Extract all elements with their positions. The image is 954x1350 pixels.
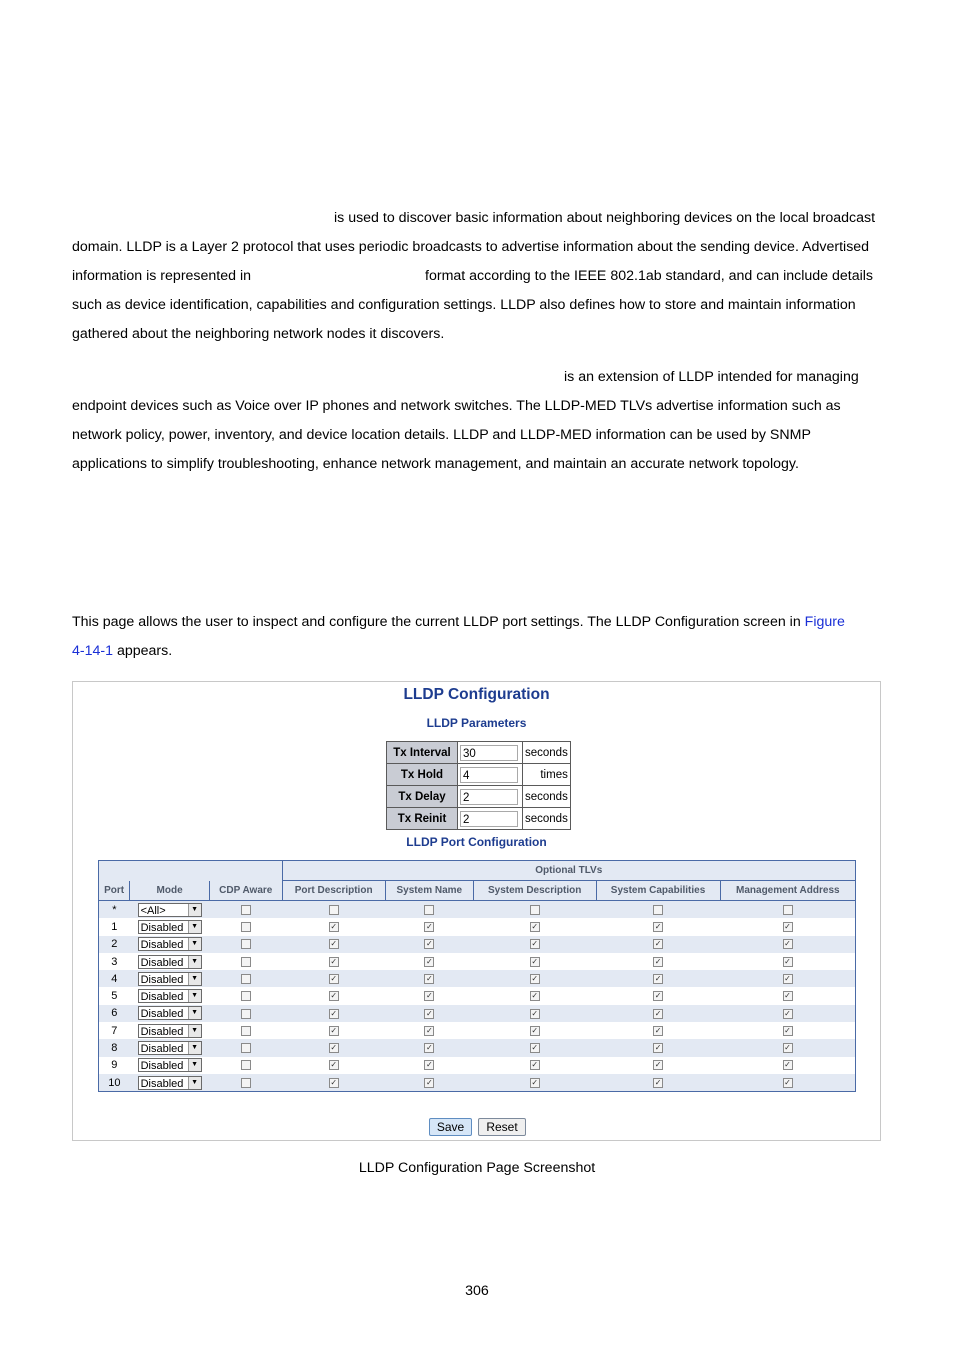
- tlv-cell: [473, 901, 596, 919]
- mode-cell: [130, 1022, 210, 1039]
- column-header: Management Address: [720, 881, 855, 901]
- tlv-cell: [473, 1005, 596, 1022]
- chevron-down-icon: ▼: [188, 990, 201, 1002]
- cdp-aware-checkbox[interactable]: [241, 991, 251, 1001]
- tlv-checkbox[interactable]: ✓: [425, 1077, 433, 1087]
- tlv-checkbox[interactable]: ✓: [784, 956, 791, 966]
- table-row: [99, 901, 856, 919]
- port-number: 10: [99, 1074, 130, 1092]
- tlv-cell: [385, 1005, 473, 1022]
- cdp-aware-cell: [209, 970, 282, 987]
- table-row: [99, 1074, 856, 1092]
- param-label: Tx Hold: [387, 764, 458, 786]
- table-row: [99, 953, 856, 970]
- mode-value: Disabled: [140, 1077, 184, 1090]
- cdp-aware-cell: [209, 987, 282, 1004]
- tlv-cell: [596, 953, 720, 970]
- figure-number-link[interactable]: 4-14-1: [72, 643, 114, 659]
- mode-cell: [130, 987, 210, 1004]
- tlv-cell: [282, 1074, 385, 1092]
- intro-paragraph-3: [72, 608, 884, 666]
- tlv-checkbox[interactable]: ✓: [330, 922, 338, 932]
- port-table: [98, 860, 856, 1092]
- param-unit: seconds: [523, 742, 571, 764]
- tlv-cell: [720, 1074, 855, 1092]
- mode-value: Disabled: [140, 939, 184, 952]
- port-config-heading: LLDP Port Configuration: [406, 835, 547, 849]
- tlv-cell: [282, 1057, 385, 1074]
- tlv-cell: [596, 1039, 720, 1056]
- tlv-checkbox[interactable]: ✓: [330, 1060, 338, 1070]
- tlv-cell: [720, 953, 855, 970]
- p1-line-1: is used to discover basic information about neighboring devices on the local broadcast: [334, 210, 876, 226]
- tlv-checkbox[interactable]: ✓: [784, 1008, 791, 1018]
- tlv-cell: [282, 987, 385, 1004]
- p3-line-2: [72, 637, 884, 666]
- mode-select[interactable]: [138, 1024, 202, 1038]
- chevron-down-icon: ▼: [188, 938, 201, 950]
- cdp-aware-checkbox[interactable]: [241, 1043, 251, 1053]
- param-label: Tx Interval: [387, 742, 458, 764]
- tlv-checkbox[interactable]: [424, 905, 434, 915]
- header-blank: [99, 861, 283, 881]
- tlv-checkbox[interactable]: ✓: [330, 1077, 338, 1087]
- tlv-checkbox[interactable]: [329, 905, 339, 915]
- cdp-aware-cell: [209, 1057, 282, 1074]
- tlv-cell: [385, 953, 473, 970]
- mode-cell: [130, 1005, 210, 1022]
- tlv-cell: [473, 1074, 596, 1092]
- tlv-checkbox[interactable]: ✓: [425, 973, 433, 983]
- tlv-cell: [720, 936, 855, 953]
- mode-value: Disabled: [140, 956, 184, 969]
- params-heading: LLDP Parameters: [426, 716, 527, 730]
- mode-value: Disabled: [140, 921, 184, 934]
- tlv-cell: [282, 936, 385, 953]
- mode-select[interactable]: [138, 972, 202, 986]
- tlv-checkbox[interactable]: ✓: [425, 956, 433, 966]
- tlv-checkbox[interactable]: ✓: [784, 1025, 791, 1035]
- intro-paragraph-1: [72, 204, 884, 349]
- mode-value: <All>: [140, 904, 166, 917]
- tlv-cell: [473, 936, 596, 953]
- tlv-checkbox[interactable]: ✓: [531, 1060, 539, 1070]
- cdp-aware-checkbox[interactable]: [241, 1009, 251, 1019]
- tlv-cell: [282, 970, 385, 987]
- param-input[interactable]: 2: [460, 789, 518, 805]
- tlv-cell: [596, 1022, 720, 1039]
- port-number: 1: [111, 920, 118, 933]
- tlv-cell: [385, 1039, 473, 1056]
- tlv-checkbox[interactable]: ✓: [784, 1060, 791, 1070]
- tlv-checkbox[interactable]: ✓: [330, 991, 338, 1001]
- p1-line-4: such as device identification, capabilities and configuration settings. LLDP also defines how to store and maintain information: [72, 297, 856, 313]
- intro-paragraph-2: [72, 363, 884, 479]
- port-number: 5: [111, 990, 118, 1003]
- tlv-checkbox[interactable]: ✓: [654, 939, 662, 949]
- tlv-checkbox[interactable]: ✓: [784, 922, 791, 932]
- column-header: Mode: [130, 881, 210, 901]
- tlv-cell: [385, 1057, 473, 1074]
- tlv-checkbox[interactable]: ✓: [784, 973, 791, 983]
- tlv-cell: [385, 987, 473, 1004]
- tlv-cell: [720, 970, 855, 987]
- tlv-checkbox[interactable]: ✓: [330, 1025, 338, 1035]
- cdp-aware-checkbox[interactable]: [241, 974, 251, 984]
- tlv-cell: [596, 918, 720, 935]
- tlv-cell: [282, 901, 385, 919]
- tlv-checkbox[interactable]: ✓: [330, 939, 338, 949]
- mode-select[interactable]: [138, 937, 202, 951]
- tlv-checkbox[interactable]: ✓: [654, 956, 662, 966]
- p1-line-2: domain. LLDP is a Layer 2 protocol that uses periodic broadcasts to advertise information about the sending device. Advertised: [72, 239, 870, 255]
- tlv-cell: [385, 1074, 473, 1092]
- mode-select[interactable]: [138, 903, 202, 917]
- tlv-cell: [720, 987, 855, 1004]
- cdp-aware-cell: [209, 1039, 282, 1056]
- tlv-checkbox[interactable]: ✓: [425, 939, 433, 949]
- tlv-checkbox[interactable]: ✓: [425, 1025, 433, 1035]
- tlv-checkbox[interactable]: ✓: [330, 1043, 338, 1053]
- mode-select[interactable]: [138, 989, 202, 1003]
- mode-select[interactable]: [138, 920, 202, 934]
- param-input-cell: [458, 742, 523, 764]
- cdp-aware-cell: [209, 1005, 282, 1022]
- tlv-cell: [473, 918, 596, 935]
- p1-line-5: gathered about the neighboring network nodes it discovers.: [72, 326, 445, 342]
- param-unit: seconds: [523, 786, 571, 808]
- tlv-cell: [282, 918, 385, 935]
- cdp-aware-checkbox[interactable]: [241, 1060, 251, 1070]
- chevron-down-icon: ▼: [188, 973, 201, 985]
- tlv-checkbox[interactable]: ✓: [531, 1008, 539, 1018]
- tlv-checkbox[interactable]: ✓: [531, 991, 539, 1001]
- column-header: Port Description: [282, 881, 385, 901]
- table-row: [99, 987, 856, 1004]
- tlv-checkbox[interactable]: ✓: [425, 1008, 433, 1018]
- cdp-aware-checkbox[interactable]: [241, 905, 251, 915]
- chevron-down-icon: ▼: [188, 1059, 201, 1071]
- tlv-cell: [385, 970, 473, 987]
- tlv-cell: [720, 901, 855, 919]
- tlv-cell: [720, 1005, 855, 1022]
- p2-line-1: is an extension of LLDP intended for managing: [564, 369, 859, 385]
- tlv-cell: [385, 1022, 473, 1039]
- cdp-aware-cell: [209, 918, 282, 935]
- cdp-aware-checkbox[interactable]: [241, 922, 251, 932]
- tlv-cell: [385, 918, 473, 935]
- tlv-checkbox[interactable]: ✓: [330, 1008, 338, 1018]
- tlv-checkbox[interactable]: [653, 905, 663, 915]
- tlv-checkbox[interactable]: ✓: [654, 1008, 662, 1018]
- mode-cell: [130, 1039, 210, 1056]
- tlv-cell: [473, 970, 596, 987]
- param-input[interactable]: 30: [460, 745, 518, 761]
- param-input[interactable]: 4: [460, 767, 518, 783]
- mode-cell: [130, 901, 210, 919]
- cdp-aware-cell: [209, 1074, 282, 1092]
- param-unit: times: [523, 764, 571, 786]
- tlv-cell: [596, 1074, 720, 1092]
- table-row: [99, 936, 856, 953]
- save-button[interactable]: Save: [429, 1118, 472, 1136]
- tlv-cell: [282, 953, 385, 970]
- mode-cell: [130, 1057, 210, 1074]
- chevron-down-icon: ▼: [188, 921, 201, 933]
- screenshot-frame: [72, 681, 881, 1141]
- p3-line-2-text: appears.: [116, 643, 173, 659]
- tlv-checkbox[interactable]: ✓: [654, 922, 662, 932]
- mode-cell: [130, 918, 210, 935]
- p1-line-3a: information is represented in: [72, 268, 252, 284]
- params-table: [386, 741, 571, 830]
- tlv-cell: [473, 1057, 596, 1074]
- param-input-cell: [458, 764, 523, 786]
- cdp-aware-checkbox[interactable]: [241, 957, 251, 967]
- param-row: [387, 764, 571, 786]
- tlv-checkbox[interactable]: ✓: [531, 922, 539, 932]
- port-number: 9: [111, 1059, 118, 1072]
- tlv-cell: [282, 1039, 385, 1056]
- chevron-down-icon: ▼: [188, 1077, 201, 1089]
- mode-cell: [130, 970, 210, 987]
- mode-select[interactable]: [138, 1006, 202, 1020]
- tlv-checkbox[interactable]: ✓: [654, 1060, 662, 1070]
- p2-line-4: applications to simplify troubleshooting, enhance network management, and maintain an accurate network topology.: [72, 456, 799, 472]
- tlv-cell: [720, 918, 855, 935]
- tlv-checkbox[interactable]: ✓: [654, 973, 662, 983]
- cdp-aware-checkbox[interactable]: [241, 939, 251, 949]
- port-number: 8: [99, 1039, 130, 1056]
- tlv-cell: [720, 1039, 855, 1056]
- param-unit: seconds: [523, 808, 571, 830]
- screen-title: LLDP Configuration: [403, 686, 550, 703]
- column-header: Port: [99, 881, 130, 901]
- port-number: 4: [99, 970, 130, 987]
- tlv-checkbox[interactable]: ✓: [654, 991, 662, 1001]
- table-row: [99, 918, 856, 935]
- mode-value: Disabled: [140, 1025, 184, 1038]
- tlv-checkbox[interactable]: ✓: [654, 1043, 662, 1053]
- tlv-checkbox[interactable]: ✓: [531, 1025, 539, 1035]
- figure-caption: LLDP Configuration Page Screenshot: [358, 1160, 596, 1176]
- port-number: 2: [99, 936, 130, 953]
- column-header: CDP Aware: [209, 881, 282, 901]
- mode-select[interactable]: [138, 955, 202, 969]
- mode-select[interactable]: [138, 1076, 202, 1090]
- cdp-aware-cell: [209, 953, 282, 970]
- tlv-checkbox[interactable]: ✓: [784, 939, 791, 949]
- tlv-cell: [596, 936, 720, 953]
- port-number: 6: [99, 1005, 130, 1022]
- chevron-down-icon: ▼: [188, 956, 201, 968]
- chevron-down-icon: ▼: [188, 1025, 201, 1037]
- p3-line-1-text: This page allows the user to inspect and configure the current LLDP port settings. The LLDP Configuration screen in: [72, 614, 801, 630]
- p2-line-3: network policy, power, inventory, and device location details. LLDP and LLDP-MED information can be used by SNMP: [72, 427, 811, 443]
- tlv-checkbox[interactable]: ✓: [654, 1025, 662, 1035]
- mode-value: Disabled: [140, 973, 184, 986]
- tlv-checkbox[interactable]: ✓: [531, 939, 539, 949]
- param-input-cell: [458, 808, 523, 830]
- param-row: [387, 786, 571, 808]
- table-row: [99, 1057, 856, 1074]
- optional-tlvs-header: Optional TLVs: [282, 861, 855, 881]
- reset-button[interactable]: Reset: [478, 1118, 526, 1136]
- table-row: [99, 1039, 856, 1056]
- column-header: System Description: [473, 881, 596, 901]
- param-input[interactable]: 2: [460, 811, 518, 827]
- tlv-checkbox[interactable]: ✓: [330, 956, 338, 966]
- tlv-cell: [282, 1022, 385, 1039]
- mode-select[interactable]: [138, 1058, 202, 1072]
- tlv-checkbox[interactable]: ✓: [531, 956, 539, 966]
- mode-value: Disabled: [140, 1008, 184, 1021]
- p3-line-1: [72, 608, 884, 637]
- mode-value: Disabled: [140, 1060, 184, 1073]
- mode-cell: [130, 936, 210, 953]
- tlv-cell: [596, 901, 720, 919]
- p2-line-2: endpoint devices such as Voice over IP phones and network switches. The LLDP-MED TLVs advertise information such as: [72, 398, 841, 414]
- tlv-checkbox[interactable]: ✓: [784, 991, 791, 1001]
- tlv-checkbox[interactable]: [530, 905, 540, 915]
- cdp-aware-cell: [209, 936, 282, 953]
- chevron-down-icon: ▼: [188, 1042, 201, 1054]
- table-row: [99, 970, 856, 987]
- mode-select[interactable]: [138, 1041, 202, 1055]
- mode-value: Disabled: [140, 991, 184, 1004]
- port-number: *: [99, 901, 130, 919]
- cdp-aware-cell: [209, 1022, 282, 1039]
- tlv-cell: [720, 1022, 855, 1039]
- tlv-checkbox[interactable]: ✓: [784, 1077, 791, 1087]
- tlv-checkbox[interactable]: ✓: [425, 991, 433, 1001]
- tlv-cell: [385, 901, 473, 919]
- mode-value: Disabled: [140, 1043, 184, 1056]
- p1-line-3: [72, 262, 884, 291]
- tlv-checkbox[interactable]: ✓: [330, 973, 338, 983]
- chevron-down-icon: ▼: [188, 904, 201, 916]
- tlv-cell: [473, 1039, 596, 1056]
- table-row: [99, 1005, 856, 1022]
- port-number: 7: [111, 1024, 118, 1037]
- page-number: 306: [465, 1283, 489, 1299]
- table-row: [99, 1022, 856, 1039]
- tlv-checkbox[interactable]: ✓: [654, 1077, 662, 1087]
- tlv-cell: [473, 1022, 596, 1039]
- tlv-checkbox[interactable]: ✓: [531, 1077, 539, 1087]
- tlv-checkbox[interactable]: ✓: [425, 922, 433, 932]
- tlv-cell: [473, 987, 596, 1004]
- tlv-checkbox[interactable]: ✓: [784, 1043, 791, 1053]
- tlv-checkbox[interactable]: ✓: [531, 973, 539, 983]
- tlv-checkbox[interactable]: ✓: [425, 1060, 433, 1070]
- tlv-checkbox[interactable]: [783, 905, 793, 915]
- tlv-cell: [596, 1057, 720, 1074]
- mode-cell: [130, 953, 210, 970]
- param-row: [387, 742, 571, 764]
- figure-link[interactable]: Figure: [804, 614, 845, 630]
- param-row: [387, 808, 571, 830]
- tlv-cell: [596, 987, 720, 1004]
- tlv-cell: [596, 970, 720, 987]
- tlv-cell: [282, 1005, 385, 1022]
- cdp-aware-checkbox[interactable]: [241, 1078, 251, 1088]
- param-input-cell: [458, 786, 523, 808]
- cdp-aware-checkbox[interactable]: [241, 1026, 251, 1036]
- cdp-aware-cell: [209, 901, 282, 919]
- column-header: System Capabilities: [596, 881, 720, 901]
- port-number: 3: [111, 955, 118, 968]
- mode-cell: [130, 1074, 210, 1092]
- column-header: System Name: [385, 881, 473, 901]
- param-label: Tx Delay: [387, 786, 458, 808]
- param-label: Tx Reinit: [387, 808, 458, 830]
- chevron-down-icon: ▼: [188, 1007, 201, 1019]
- tlv-cell: [385, 936, 473, 953]
- tlv-cell: [720, 1057, 855, 1074]
- tlv-cell: [473, 953, 596, 970]
- p1-line-3b: format according to the IEEE 802.1ab standard, and can include details: [425, 268, 873, 284]
- tlv-cell: [596, 1005, 720, 1022]
- tlv-checkbox[interactable]: ✓: [425, 1043, 433, 1053]
- tlv-checkbox[interactable]: ✓: [531, 1043, 539, 1053]
